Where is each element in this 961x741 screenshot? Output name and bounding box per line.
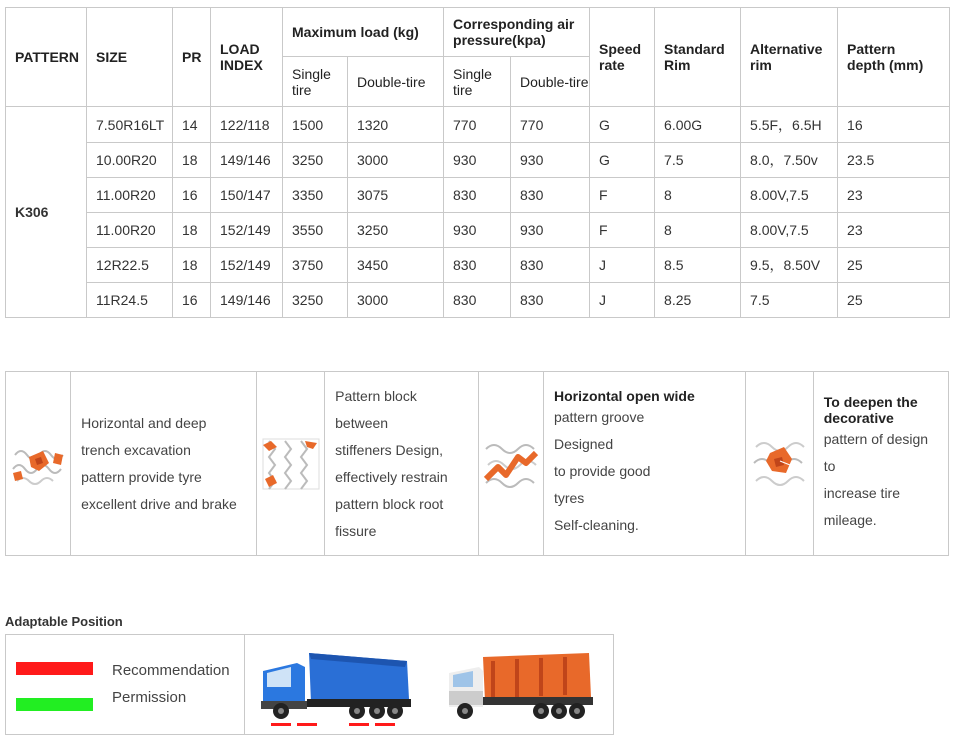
- speed-rate-cell: G: [590, 143, 655, 178]
- table-row: [6, 213, 950, 248]
- header-pattern: PATTERN: [6, 8, 87, 107]
- load-double-cell: 3450: [348, 248, 444, 283]
- standard-rim-cell: 7.5: [655, 143, 741, 178]
- pressure-single-cell: 830: [444, 283, 511, 318]
- standard-rim-cell: 8.5: [655, 248, 741, 283]
- speed-rate-cell: F: [590, 178, 655, 213]
- pr-cell: 14: [173, 107, 211, 143]
- alternative-rim-cell: 9.5，8.50V: [741, 248, 838, 283]
- size-cell: 7.50R16LT: [87, 107, 173, 143]
- load-single-cell: 3750: [283, 248, 348, 283]
- header-press-single: Single tire: [444, 57, 511, 107]
- permission-label: Permission: [112, 689, 187, 706]
- speed-rate-cell: J: [590, 283, 655, 318]
- feature-1-line: pattern provide tyre: [81, 468, 202, 485]
- header-press-double: Double-tire: [511, 57, 590, 107]
- features-strip: [5, 371, 949, 556]
- load-index-cell: 122/118: [211, 107, 283, 143]
- header-load-double: Double-tire: [348, 57, 444, 107]
- size-cell: 10.00R20: [87, 143, 173, 178]
- blue-dump-truck-icon: [257, 643, 413, 731]
- feature-1-line: excellent drive and brake: [81, 495, 237, 512]
- pressure-double-cell: 930: [511, 143, 590, 178]
- speed-rate-cell: G: [590, 107, 655, 143]
- pattern-depth-cell: 23: [838, 178, 950, 213]
- alternative-rim-cell: 5.5F，6.5H: [741, 107, 838, 143]
- load-single-cell: 1500: [283, 107, 348, 143]
- header-pr: PR: [173, 8, 211, 107]
- speed-rate-cell: F: [590, 213, 655, 248]
- load-double-cell: 3000: [348, 283, 444, 318]
- pr-cell: 16: [173, 283, 211, 318]
- recommendation-label: Recommendation: [112, 662, 230, 679]
- pressure-double-cell: 830: [511, 248, 590, 283]
- feature-2-line: fissure: [335, 522, 377, 539]
- load-index-cell: 152/149: [211, 213, 283, 248]
- feature-2-line: effectively restrain: [335, 468, 448, 485]
- orange-dump-truck-icon: [445, 645, 595, 731]
- pr-cell: 18: [173, 213, 211, 248]
- feature-4-line: pattern of design: [823, 430, 929, 447]
- feature-4-line: mileage.: [823, 511, 877, 528]
- trucks-area: [245, 635, 613, 734]
- pr-cell: 18: [173, 143, 211, 178]
- feature-2-line: pattern block root: [335, 495, 444, 512]
- header-standard-rim: Standard Rim: [655, 8, 741, 107]
- load-double-cell: 3075: [348, 178, 444, 213]
- recommendation-swatch: [16, 662, 93, 675]
- legend: [6, 635, 245, 734]
- table-row: [6, 178, 950, 213]
- feature-2-line: stiffeners Design,: [335, 441, 444, 458]
- pattern-cell: K306: [6, 107, 87, 318]
- pressure-single-cell: 770: [444, 107, 511, 143]
- tread-groove-icon: [479, 372, 544, 555]
- header-pattern-depth: Pattern depth (mm): [838, 8, 950, 107]
- pressure-double-cell: 830: [511, 283, 590, 318]
- load-index-cell: 149/146: [211, 143, 283, 178]
- load-double-cell: 3250: [348, 213, 444, 248]
- table-row: [6, 107, 950, 143]
- table-row: [6, 143, 950, 178]
- feature-3-line: Designed: [553, 436, 614, 452]
- adaptable-position-title: Adaptable Position: [5, 614, 123, 629]
- size-cell: 11R24.5: [87, 283, 173, 318]
- adaptable-position-box: [5, 634, 614, 735]
- feature-3-line: tyres: [553, 490, 585, 506]
- tread-block-icon: [6, 372, 71, 555]
- feature-3-heading: Horizontal open wide: [553, 388, 695, 404]
- feature-2-line: Pattern block: [335, 387, 417, 404]
- feature-2-text: [325, 372, 479, 555]
- header-size: SIZE: [87, 8, 173, 107]
- pattern-depth-cell: 23: [838, 213, 950, 248]
- load-index-cell: 150/147: [211, 178, 283, 213]
- alternative-rim-cell: 8.00V,7.5: [741, 213, 838, 248]
- pressure-double-cell: 770: [511, 107, 590, 143]
- standard-rim-cell: 6.00G: [655, 107, 741, 143]
- feature-1-text: [71, 372, 257, 555]
- header-speed-rate: Speed rate: [590, 8, 655, 107]
- load-double-cell: 3000: [348, 143, 444, 178]
- pressure-double-cell: 830: [511, 178, 590, 213]
- feature-3-text: [544, 372, 746, 555]
- pattern-depth-cell: 25: [838, 283, 950, 318]
- pattern-depth-cell: 25: [838, 248, 950, 283]
- feature-4-line: to: [823, 457, 836, 474]
- size-cell: 12R22.5: [87, 248, 173, 283]
- table-row: [6, 248, 950, 283]
- load-index-cell: 149/146: [211, 283, 283, 318]
- alternative-rim-cell: 8.0，7.50v: [741, 143, 838, 178]
- pressure-single-cell: 930: [444, 213, 511, 248]
- table-row: [6, 283, 950, 318]
- alternative-rim-cell: 8.00V,7.5: [741, 178, 838, 213]
- pr-cell: 18: [173, 248, 211, 283]
- load-single-cell: 3250: [283, 283, 348, 318]
- load-double-cell: 1320: [348, 107, 444, 143]
- standard-rim-cell: 8: [655, 213, 741, 248]
- pressure-single-cell: 830: [444, 248, 511, 283]
- feature-1-line: Horizontal and deep: [81, 414, 207, 431]
- header-air-pressure: Corresponding air pressure(kpa): [444, 8, 590, 57]
- tread-stiffener-icon: [257, 372, 325, 555]
- alternative-rim-cell: 7.5: [741, 283, 838, 318]
- feature-4-text: [814, 372, 948, 555]
- feature-1-line: trench excavation: [81, 441, 191, 458]
- spec-table: [5, 7, 950, 318]
- pressure-single-cell: 830: [444, 178, 511, 213]
- pattern-depth-cell: 23.5: [838, 143, 950, 178]
- header-alternative-rim: Alternative rim: [741, 8, 838, 107]
- load-index-cell: 152/149: [211, 248, 283, 283]
- header-load-index: LOAD INDEX: [211, 8, 283, 107]
- load-single-cell: 3250: [283, 143, 348, 178]
- standard-rim-cell: 8.25: [655, 283, 741, 318]
- size-cell: 11.00R20: [87, 213, 173, 248]
- header-max-load: Maximum load (kg): [283, 8, 444, 57]
- feature-2-line: between: [335, 414, 389, 431]
- feature-3-line: Self-cleaning.: [553, 517, 639, 533]
- load-single-cell: 3350: [283, 178, 348, 213]
- load-single-cell: 3550: [283, 213, 348, 248]
- tread-deep-icon: [746, 372, 814, 555]
- pressure-single-cell: 930: [444, 143, 511, 178]
- speed-rate-cell: J: [590, 248, 655, 283]
- permission-swatch: [16, 698, 93, 711]
- feature-4-line: increase tire: [823, 484, 901, 501]
- feature-4-heading: To deepen the decorative: [823, 393, 918, 426]
- pressure-double-cell: 930: [511, 213, 590, 248]
- header-load-single: Single tire: [283, 57, 348, 107]
- standard-rim-cell: 8: [655, 178, 741, 213]
- size-cell: 11.00R20: [87, 178, 173, 213]
- feature-3-line: to provide good: [553, 463, 651, 479]
- pr-cell: 16: [173, 178, 211, 213]
- pattern-depth-cell: 16: [838, 107, 950, 143]
- feature-3-line: pattern groove: [553, 409, 645, 425]
